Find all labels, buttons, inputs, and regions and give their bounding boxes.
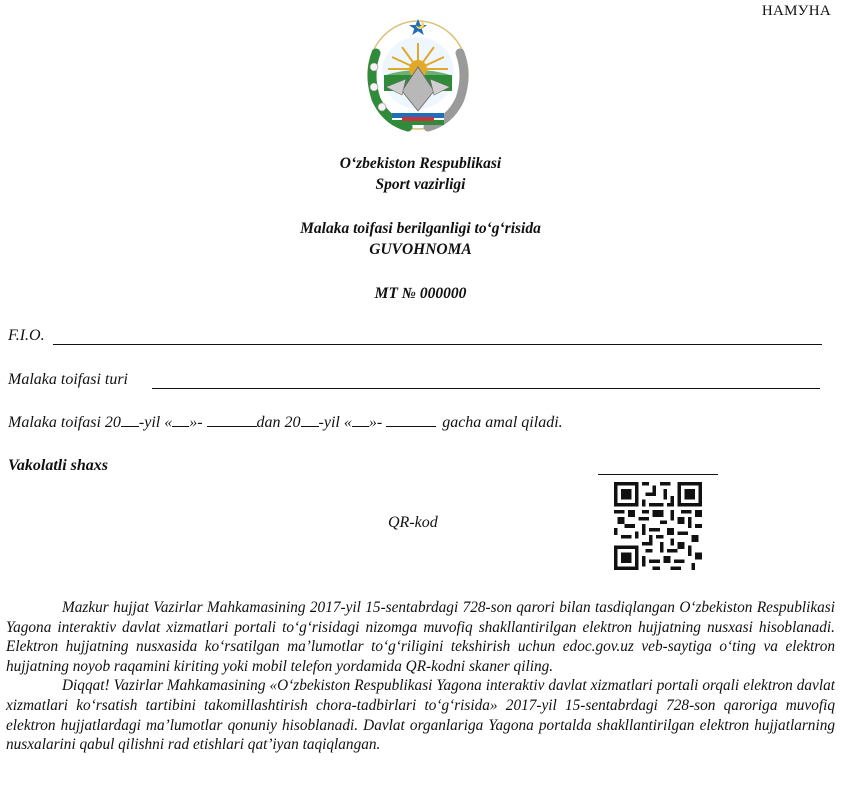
validity-text-6: »-	[368, 414, 383, 431]
year-blank	[121, 426, 139, 427]
validity-text-2: -yil «	[138, 414, 173, 431]
day-blank-2	[352, 426, 369, 427]
fio-label: F.I.O.	[8, 327, 45, 344]
category-label: Malaka toifasi turi	[8, 371, 128, 388]
validity-text-7: gacha amal qiladi.	[442, 414, 563, 431]
document-title: GUVOHNOMA	[369, 241, 472, 258]
signature-line	[598, 474, 718, 475]
year-blank-2	[301, 426, 319, 427]
category-line	[152, 388, 820, 389]
day-blank	[172, 426, 189, 427]
fio-line	[53, 344, 822, 345]
header-ministry: Sport vazirligi	[375, 176, 466, 193]
legal-paragraph-1: Mazkur hujjat Vazirlar Mahkamasining 2017-yil 15-sentabrdagi 728-son qarori bilan tasdiqlangan O‘zbekiston Respublikasi Yagona interaktiv davlat xizmatlari portali to‘g‘risidagi nizomga muvofiq shakllantirilgan elektron hujjatning nusxasi hisoblanadi. Elektron hujjatning nusxasida ko‘rsatilgan ma’lumotlar to‘g‘riligini tekshirish uchun edoc.gov.uz veb-saytiga o‘ting va elektron hujjatning noyob raqamini kiriting yoki mobil telefon yordamida QR-kodni skaner qiling.	[6, 599, 835, 675]
validity-text-1: Malaka toifasi 20	[8, 414, 121, 431]
legal-notice	[6, 598, 835, 755]
state-emblem	[362, 13, 474, 133]
validity-text-5: -yil «	[318, 414, 352, 431]
document-number: MT № 000000	[374, 285, 467, 302]
qr-code	[614, 482, 702, 570]
validity-text-4: dan 20	[256, 414, 301, 431]
month-blank-2	[386, 426, 436, 427]
month-blank	[207, 426, 257, 427]
header-republic: O‘zbekiston Respublikasi	[339, 155, 502, 172]
validity-row	[8, 414, 563, 432]
authorized-person-label: Vakolatli shaxs	[8, 457, 109, 474]
legal-paragraph-2: Diqqat! Vazirlar Mahkamasining «O‘zbekiston Respublikasi Yagona interaktiv davlat xizmatlari portali orqali elektron davlat xizmatlari ko‘rsatish tartibini takomillashtirish chora-tadbirlari to‘g‘risida» 2017-yil 15-sentabrdagi 728-son qaroriga muvofiq elektron hujjatlardagi ma’lumotlar qonuniy hisoblanadi. Davlat organlariga Yagona portalda shakllantirilgan elektron hujjatlarning nusxalarini qabul qilishni rad etishlari qat’iyan taqiqlangan.	[6, 677, 835, 754]
validity-text-3: »-	[189, 414, 203, 431]
qr-label: QR-kod	[388, 514, 438, 531]
sample-stamp: НАМУНА	[761, 3, 831, 19]
document-subtitle: Malaka toifasi berilganligi to‘g‘risida	[300, 220, 541, 237]
